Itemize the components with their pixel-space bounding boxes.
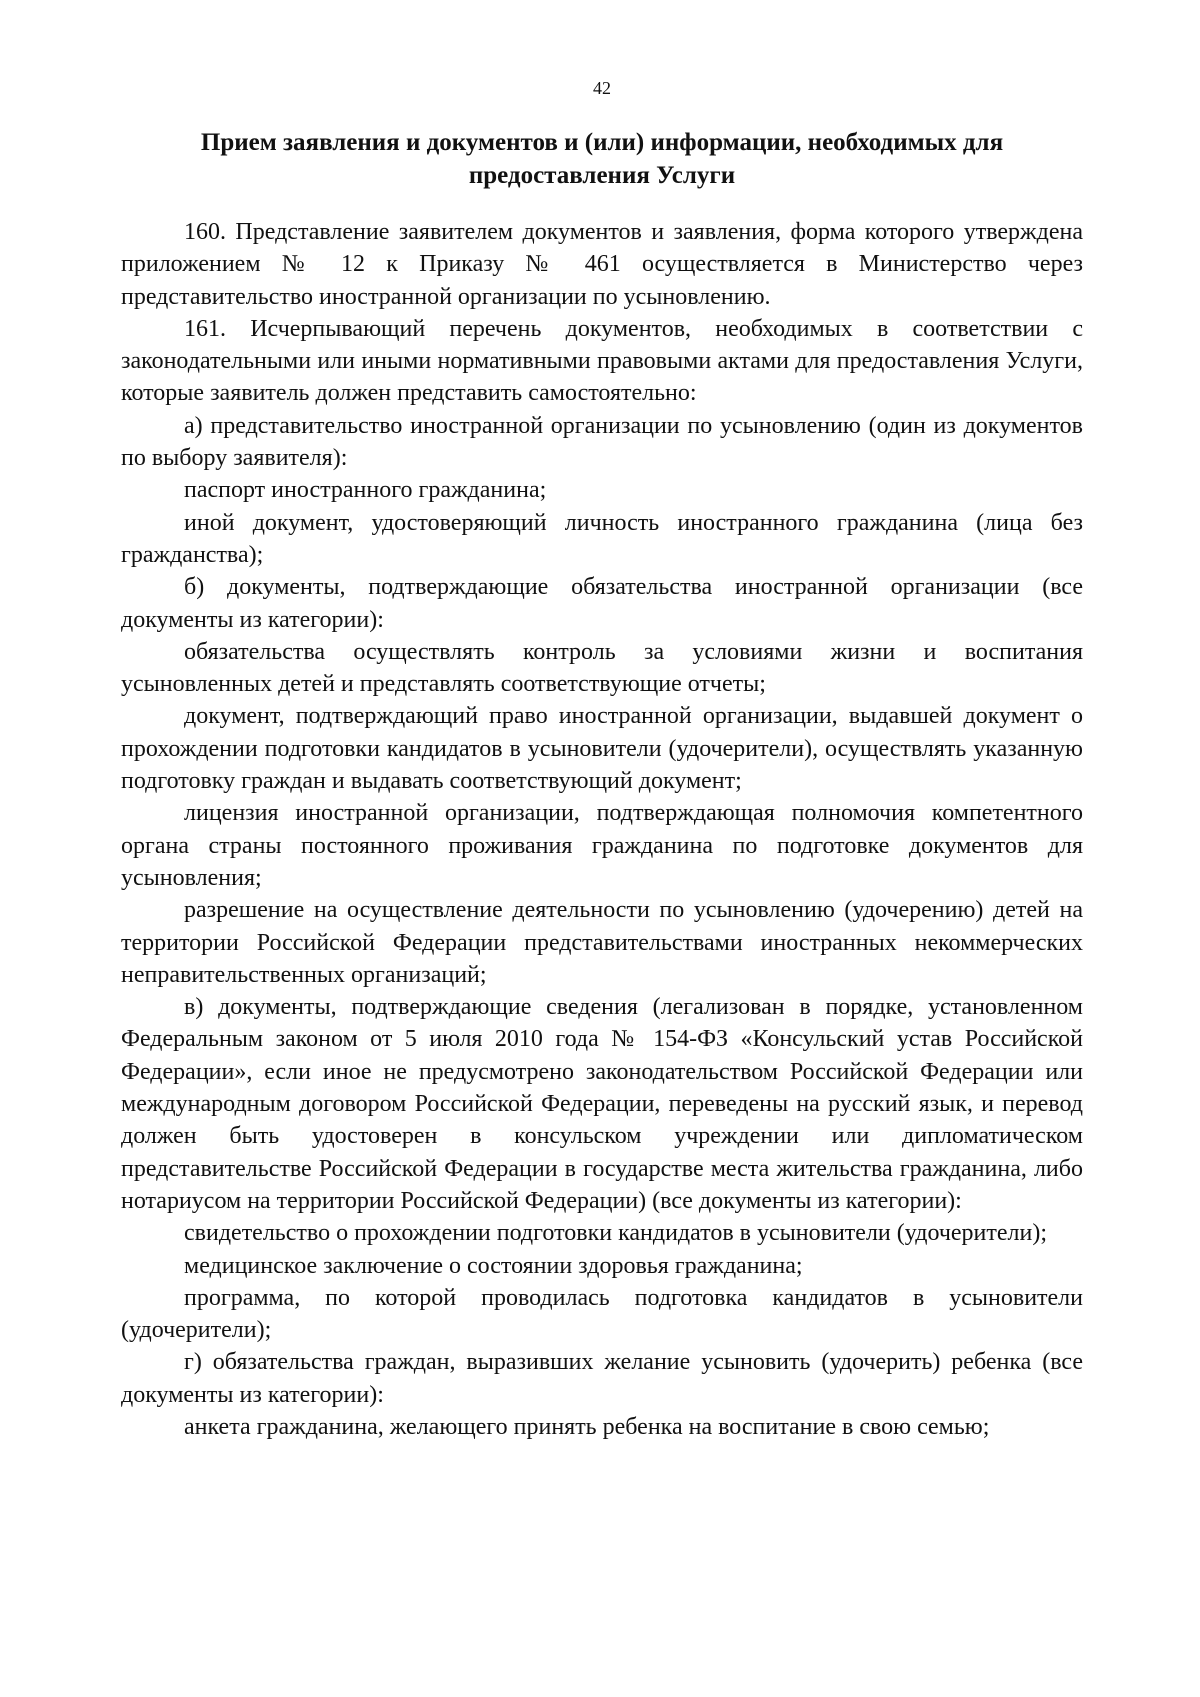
section-heading-line-2: предоставления Услуги [468,162,736,189]
item-b-license: лицензия иностранной организации, подтверждающая полномочия компетентного органа страны постоянного проживания гражданина по подготовке документов для усыновления; [121,800,1083,891]
item-b: б) документы, подтверждающие обязательства иностранной организации (все документы из категории): [121,574,1083,633]
item-b-right-document: документ, подтверждающий право иностранной организации, выдавшей документ о прохождении подготовки кандидатов в усыновители (удочерители), осуществлять указанную подготовку граждан и выдавать соответствующий документ; [121,703,1083,795]
item-g-questionnaire: анкета гражданина, желающего принять ребенка на воспитание в свою семью; [184,1413,990,1440]
item-g: г) обязательства граждан, выразивших желание усыновить (удочерить) ребенка (все документы из категории): [121,1349,1083,1408]
paragraph-161: 161. Исчерпывающий перечень документов, необходимых в соответствии с законодательными или иными нормативными правовыми актами для предоставления Услуги, которые заявитель должен представить самостоятельно: [121,315,1083,407]
item-a: а) представительство иностранной организации по усыновлению (один из документов по выбору заявителя): [121,412,1083,472]
item-a-other-id: иной документ, удостоверяющий личность иностранного гражданина (лица без гражданства); [121,509,1083,568]
paragraph-160: 160. Представление заявителем документов и заявления, форма которого утверждена приложением № 12 к Приказу № 461 осуществляется в Министерство через представительство иностранной организации по усыновлению. [121,219,1083,310]
item-v-certificate: свидетельство о прохождении подготовки кандидатов в усыновители (удочерители); [184,1220,1048,1247]
section-heading [121,126,1083,192]
item-b-obligations: обязательства осуществлять контроль за условиями жизни и воспитания усыновленных детей и представлять соответствующие отчеты; [121,638,1083,698]
page-number: 42 [593,78,611,98]
section-heading-line-1: Прием заявления и документов и (или) информации, необходимых для [200,129,1004,156]
document-body [121,216,1083,1443]
item-v: в) документы, подтверждающие сведения (легализован в порядке, установленном Федеральным законом от 5 июля 2010 года № 154-ФЗ «Консульский устав Российской Федерации», если иное не предусмотрено законодательством Российской Федерации или международным договором Российской Федерации, переведены на русский язык, и перевод должен быть удостоверен в консульском учреждении или дипломатическом представительстве Российской Федерации в государстве места жительства гражданина, либо нотариусом на территории Российской Федерации) (все документы из категории): [121,994,1083,1214]
item-b-permission: разрешение на осуществление деятельности по усыновлению (удочерению) детей на территории Российской Федерации представительствами иностранных некоммерческих неправительственных организаций; [121,897,1083,988]
item-a-passport: паспорт иностранного гражданина; [184,477,547,504]
item-v-medical: медицинское заключение о состоянии здоровья гражданина; [184,1252,803,1279]
item-v-program: программа, по которой проводилась подготовка кандидатов в усыновители (удочерители); [121,1284,1083,1344]
